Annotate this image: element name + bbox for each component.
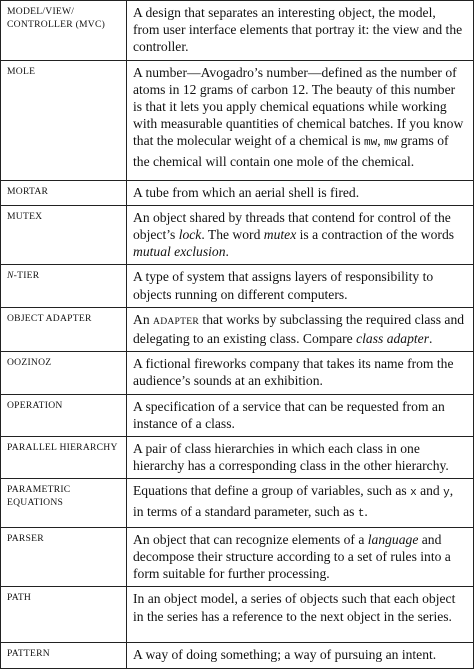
glossary-definition: In an object model, a series of objects such that each object in the series has a reference to the next object in the series. (127, 587, 474, 643)
glossary-row (1, 60, 474, 180)
glossary-definition: A way of doing something; a way of pursuing an intent. (127, 643, 474, 668)
glossary-row (1, 479, 474, 527)
code-term: x (410, 487, 417, 500)
glossary-term: OBJECT ADAPTER (1, 307, 127, 351)
glossary-row (1, 527, 474, 587)
glossary-row (1, 437, 474, 479)
glossary-row (1, 307, 474, 351)
glossary-definition: A type of system that assigns layers of responsibility to objects running on different computers. (127, 265, 474, 307)
glossary-row (1, 180, 474, 205)
glossary-term: MORTAR (1, 180, 127, 205)
glossary-row (1, 205, 474, 265)
glossary-definition: Equations that define a group of variables, such as x and y, in terms of a standard parameter, such as t. (127, 479, 474, 527)
glossary-definition: A number—Avogadro’s number—defined as the number of atoms in 12 grams of carbon 12. The beauty of this number is that it lets you apply chemical equations while working with measurable quantities of chemical batches. If you know that the molecular weight of a chemical is mw, mw grams of the chemical will contain one mole of the chemical. (127, 60, 474, 180)
glossary-definition: A pair of class hierarchies in which each class in one hierarchy has a corresponding class in the other hierarchy. (127, 437, 474, 479)
glossary-term: PATH (1, 587, 127, 643)
glossary-row (1, 1, 474, 61)
glossary-row (1, 394, 474, 436)
glossary-term: N-TIER (1, 265, 127, 307)
glossary-row (1, 265, 474, 307)
glossary-term: MOLE (1, 60, 127, 180)
code-term: t (357, 507, 365, 520)
glossary-term: PARALLEL HIERARCHY (1, 437, 127, 479)
glossary-row (1, 643, 474, 668)
glossary-definition: A design that separates an interesting object, the model, from user interface elements that portray it: the view and the controller. (127, 1, 474, 61)
glossary-term: OOZINOZ (1, 352, 127, 394)
glossary-definition: An ADAPTER that works by subclassing the required class and delegating to an existing class. Compare class adapter. (127, 307, 474, 351)
glossary-row (1, 352, 474, 394)
glossary-definition: A fictional fireworks company that takes its name from the audience’s sounds at an exhibition. (127, 352, 474, 394)
pattern-name: ADAPTER (153, 315, 200, 327)
glossary-definition: A tube from which an aerial shell is fired. (127, 180, 474, 205)
glossary-term: OPERATION (1, 394, 127, 436)
glossary-term: PARAMETRIC EQUATIONS (1, 479, 127, 527)
glossary-definition: An object shared by threads that contend for control of the object’s lock. The word mutex is a contraction of the words mutual exclusion. (127, 205, 474, 265)
code-term: y (443, 487, 450, 500)
code-term: mw (364, 137, 378, 150)
glossary-term: MODEL/VIEW/ CONTROLLER (MVC) (1, 1, 127, 61)
glossary-definition: An object that can recognize elements of a language and decompose their structure according to a set of rules into a form suitable for further processing. (127, 527, 474, 587)
code-term: mw (384, 137, 398, 150)
glossary-term: MUTEX (1, 205, 127, 265)
glossary-definition: A specification of a service that can be requested from an instance of a class. (127, 394, 474, 436)
glossary-term: PATTERN (1, 643, 127, 668)
glossary-term: PARSER (1, 527, 127, 587)
glossary-row (1, 587, 474, 643)
